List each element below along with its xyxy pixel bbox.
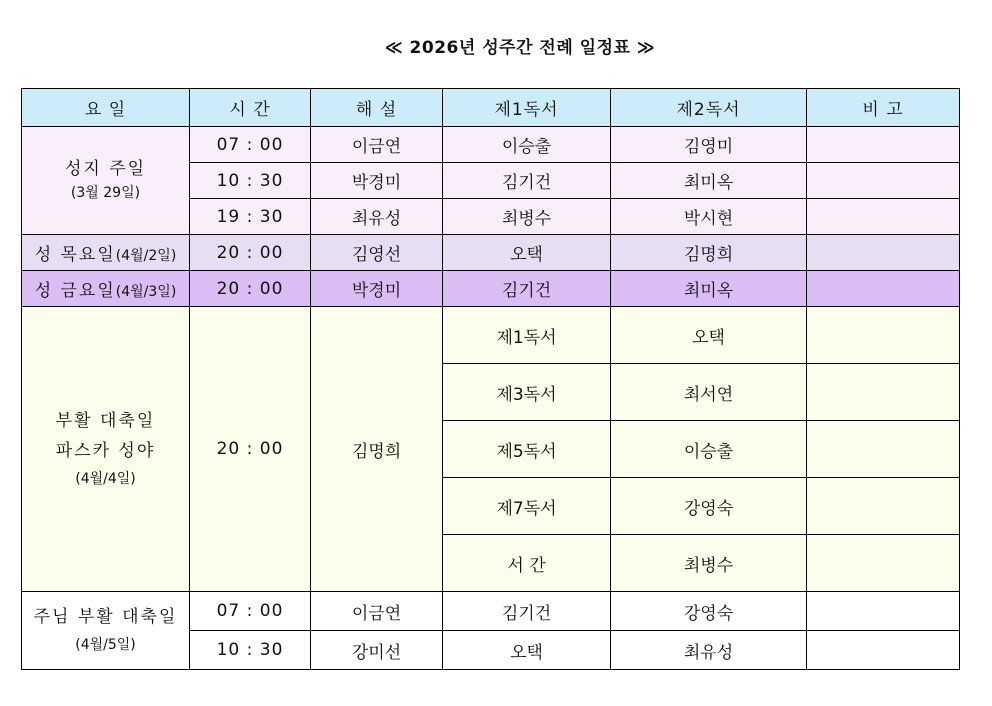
day-date: (4월/2일): [115, 248, 177, 264]
commentator-cell: 강미선: [311, 631, 443, 670]
reading2-cell: 강영숙: [611, 592, 807, 631]
day-cell: [22, 307, 190, 592]
reading2-cell: 최미옥: [611, 163, 807, 199]
day-date: (4월/4일): [75, 470, 136, 487]
reader-cell: 오택: [611, 307, 807, 364]
note-cell: [807, 478, 960, 535]
day-label-2: 파스카 성야: [55, 440, 156, 461]
commentator-cell: 이금연: [311, 592, 443, 631]
time-cell: 10 : 30: [190, 631, 311, 670]
table-row: [22, 307, 960, 364]
reading-label-cell: 서 간: [443, 535, 611, 592]
day-cell: [22, 235, 190, 271]
table-row: [22, 592, 960, 631]
commentator-cell: 김영선: [311, 235, 443, 271]
time-cell: 07 : 00: [190, 592, 311, 631]
reader-cell: 최서연: [611, 364, 807, 421]
time-cell: 20 : 00: [190, 235, 311, 271]
day-date: (3월 29일): [70, 184, 141, 201]
day-cell: [22, 592, 190, 670]
header-day: 요 일: [22, 89, 190, 127]
table-row: [22, 271, 960, 307]
header-row: [22, 89, 960, 127]
note-cell: [807, 127, 960, 163]
note-cell: [807, 592, 960, 631]
reading-label-cell: 제3독서: [443, 364, 611, 421]
commentator-cell: 박경미: [311, 163, 443, 199]
day-date: (4월/5일): [75, 637, 136, 654]
reading2-cell: 김영미: [611, 127, 807, 163]
note-cell: [807, 421, 960, 478]
reading1-cell: 오택: [443, 235, 611, 271]
time-cell: 20 : 00: [190, 307, 311, 592]
reading1-cell: 김기건: [443, 592, 611, 631]
reading1-cell: 최병수: [443, 199, 611, 235]
reading-label-cell: 제7독서: [443, 478, 611, 535]
day-label: 성 금요일: [34, 281, 116, 301]
commentator-cell: 박경미: [311, 271, 443, 307]
day-label: 주님 부활 대축일: [33, 607, 178, 628]
reading2-cell: 최미옥: [611, 271, 807, 307]
reading1-cell: 이승출: [443, 127, 611, 163]
time-cell: 10 : 30: [190, 163, 311, 199]
page-title: ≪ 2026년 성주간 전례 일정표 ≫: [384, 38, 656, 58]
day-label: 성지 주일: [64, 159, 147, 180]
schedule-table: [21, 88, 960, 670]
note-cell: [807, 271, 960, 307]
header-reading1: 제1독서: [443, 89, 611, 127]
header-commentator: 해 설: [311, 89, 443, 127]
day-cell: [22, 271, 190, 307]
reading2-cell: 박시현: [611, 199, 807, 235]
reading1-cell: 김기건: [443, 271, 611, 307]
time-cell: 07 : 00: [190, 127, 311, 163]
note-cell: [807, 199, 960, 235]
day-label: 부활 대축일: [55, 411, 156, 431]
header-reading2: 제2독서: [611, 89, 807, 127]
table-row: [22, 127, 960, 163]
reader-cell: 강영숙: [611, 478, 807, 535]
day-label: 성 목요일: [34, 245, 116, 265]
note-cell: [807, 307, 960, 364]
day-cell: [22, 127, 190, 235]
reading-label-cell: 제5독서: [443, 421, 611, 478]
commentator-cell: 김명희: [311, 307, 443, 592]
reader-cell: 최병수: [611, 535, 807, 592]
reading2-cell: 최유성: [611, 631, 807, 670]
note-cell: [807, 163, 960, 199]
note-cell: [807, 364, 960, 421]
note-cell: [807, 235, 960, 271]
reading1-cell: 김기건: [443, 163, 611, 199]
table-row: [22, 235, 960, 271]
note-cell: [807, 631, 960, 670]
reading-label-cell: 제1독서: [443, 307, 611, 364]
commentator-cell: 최유성: [311, 199, 443, 235]
reading2-cell: 김명희: [611, 235, 807, 271]
header-time: 시 간: [190, 89, 311, 127]
reader-cell: 이승출: [611, 421, 807, 478]
note-cell: [807, 535, 960, 592]
commentator-cell: 이금연: [311, 127, 443, 163]
header-note: 비 고: [807, 89, 960, 127]
day-date: (4월/3일): [115, 284, 177, 300]
reading1-cell: 오택: [443, 631, 611, 670]
time-cell: 20 : 00: [190, 271, 311, 307]
time-cell: 19 : 30: [190, 199, 311, 235]
